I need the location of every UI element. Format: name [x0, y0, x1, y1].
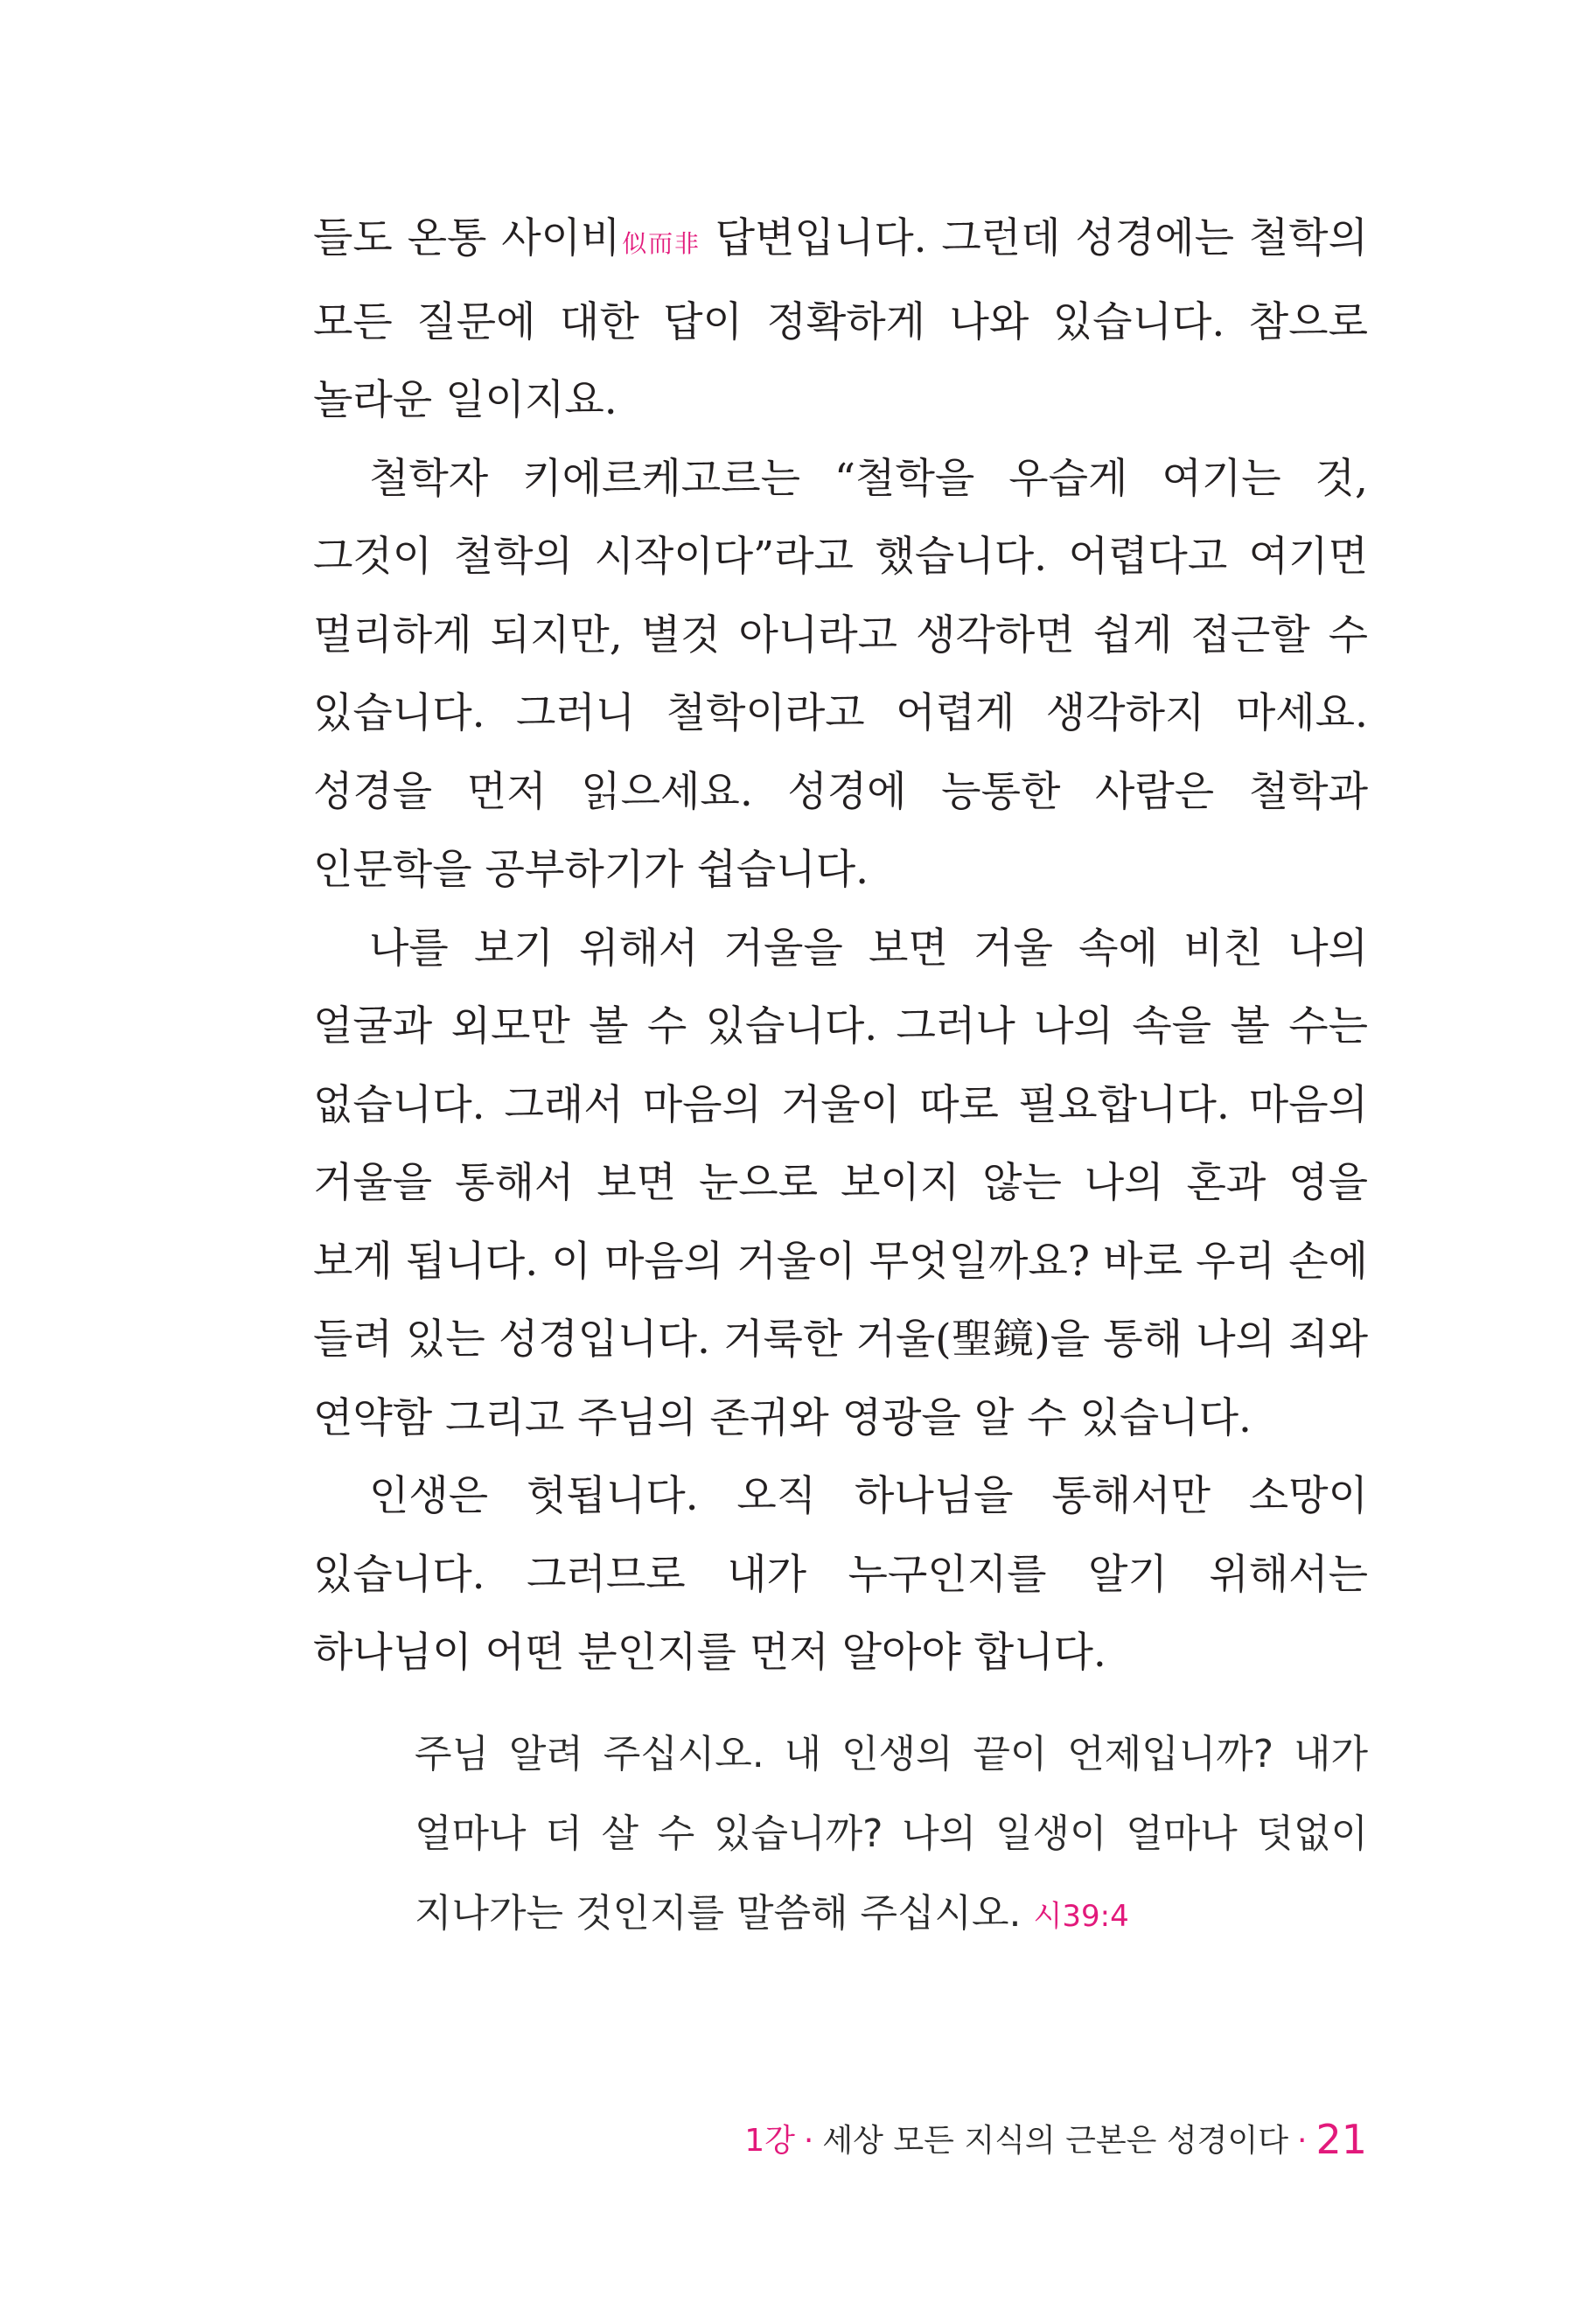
hanja-annotation: 似而非 [620, 229, 701, 258]
scripture-reference: 시39:4 [1033, 1899, 1129, 1934]
paragraph-1-start: 들도 온통 사이비 [313, 214, 621, 262]
running-footer [744, 2118, 1367, 2163]
paragraph-1 [313, 199, 1368, 440]
footer-separator-1: · [803, 2123, 814, 2159]
scripture-quote [415, 1714, 1368, 1957]
paragraph-1-rest: 답변입니다. 그런데 성경에는 철학의 모든 질문에 대한 답이 정확하게 나와 있습니다. 참으로 놀라운 일이지요. [313, 214, 1368, 424]
footer-title: 세상 모든 지식의 근본은 성경이다 [822, 2123, 1288, 2159]
paragraph-2: 철학자 키에르케고르는 “철학을 우습게 여기는 것, 그것이 철학의 시작이다”라고 했습니다. 어렵다고 여기면 멀리하게 되지만, 별것 아니라고 생각하면 쉽게 접근할 수 있습니다. 그러니 철학이라고 어렵게 생각하지 마세요. 성경을 먼저 읽으세요. 성경에 능통한 사람은 철학과 인문학을 공부하기가 쉽습니다. [313, 454, 1368, 894]
paragraph-4: 인생은 헛됩니다. 오직 하나님을 통해서만 소망이 있습니다. 그러므로 내가 누구인지를 알기 위해서는 하나님이 어떤 분인지를 먼저 알아야 합니다. [313, 1472, 1368, 1677]
body-text [313, 199, 1368, 1692]
paragraph-3: 나를 보기 위해서 거울을 보면 거울 속에 비친 나의 얼굴과 외모만 볼 수 있습니다. 그러나 나의 속을 볼 수는 없습니다. 그래서 마음의 거울이 따로 필요합니다. 마음의 거울을 통해서 보면 눈으로 보이지 않는 나의 혼과 영을 보게 됩니다. 이 마음의 거울이 무엇일까요? 바로 우리 손에 들려 있는 성경입니다. 거룩한 거울(聖鏡)을 통해 나의 죄와 연약함 그리고 주님의 존귀와 영광을 알 수 있습니다. [313, 924, 1368, 1442]
page-number: 21 [1315, 2116, 1367, 2163]
footer-chapter: 1강 [744, 2123, 795, 2159]
footer-separator-2: · [1297, 2123, 1308, 2159]
scripture-quote-text: 주님 알려 주십시오. 내 인생의 끝이 언제입니까? 내가 얼마나 더 살 수 있습니까? 나의 일생이 얼마나 덧없이 지나가는 것인지를 말씀해 주십시오. [415, 1732, 1368, 1936]
